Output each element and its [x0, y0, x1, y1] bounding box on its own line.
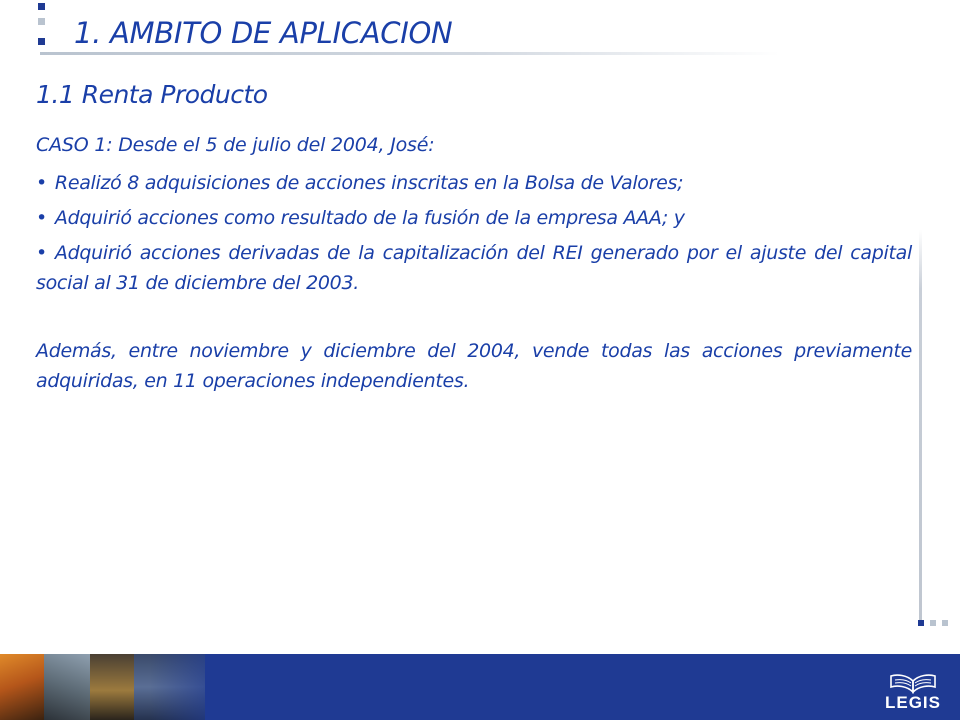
- bullet-text: Adquirió acciones como resultado de la fusión de la empresa AAA; y: [54, 207, 685, 229]
- slide-title: 1. AMBITO DE APLICACION: [74, 16, 453, 50]
- deco-square-6: [942, 620, 948, 626]
- deco-square-2: [38, 18, 45, 25]
- deco-square-3: [38, 38, 45, 45]
- bullet-text: Realizó 8 adquisiciones de acciones inscritas en la Bolsa de Valores;: [54, 172, 684, 194]
- closing-paragraph: Además, entre noviembre y diciembre del 2004, vende todas las acciones previamente adquiridas, en 11 operaciones independientes.: [36, 340, 912, 392]
- footer-bar: [0, 654, 960, 720]
- bullet-item-2: [36, 207, 685, 229]
- bullet-text: Adquirió acciones derivadas de la capitalización del REI generado por el ajuste del capital social al 31 de diciembre del 2003.: [36, 242, 912, 294]
- bullet-dot-icon: •: [36, 242, 47, 264]
- footer-fade: [150, 654, 240, 720]
- bullet-dot-icon: •: [36, 172, 47, 194]
- title-underline: [40, 52, 780, 55]
- photo-stethoscope: [44, 654, 90, 720]
- case-heading: CASO 1: Desde el 5 de julio del 2004, José:: [36, 134, 435, 156]
- deco-square-1: [38, 3, 45, 10]
- bullet-dot-icon: •: [36, 207, 47, 229]
- legis-book-logo-icon: [889, 672, 937, 694]
- deco-square-5: [930, 620, 936, 626]
- slide-subtitle: 1.1 Renta Producto: [36, 80, 268, 109]
- legis-logo: [878, 662, 948, 712]
- photo-laptop: [90, 654, 134, 720]
- photo-oil-pump: [0, 654, 44, 720]
- right-vertical-rule: [919, 230, 922, 622]
- deco-square-4: [918, 620, 924, 626]
- bullet-item-3: [36, 238, 912, 298]
- bullet-item-1: [36, 172, 683, 194]
- logo-text: LEGIS: [884, 693, 941, 712]
